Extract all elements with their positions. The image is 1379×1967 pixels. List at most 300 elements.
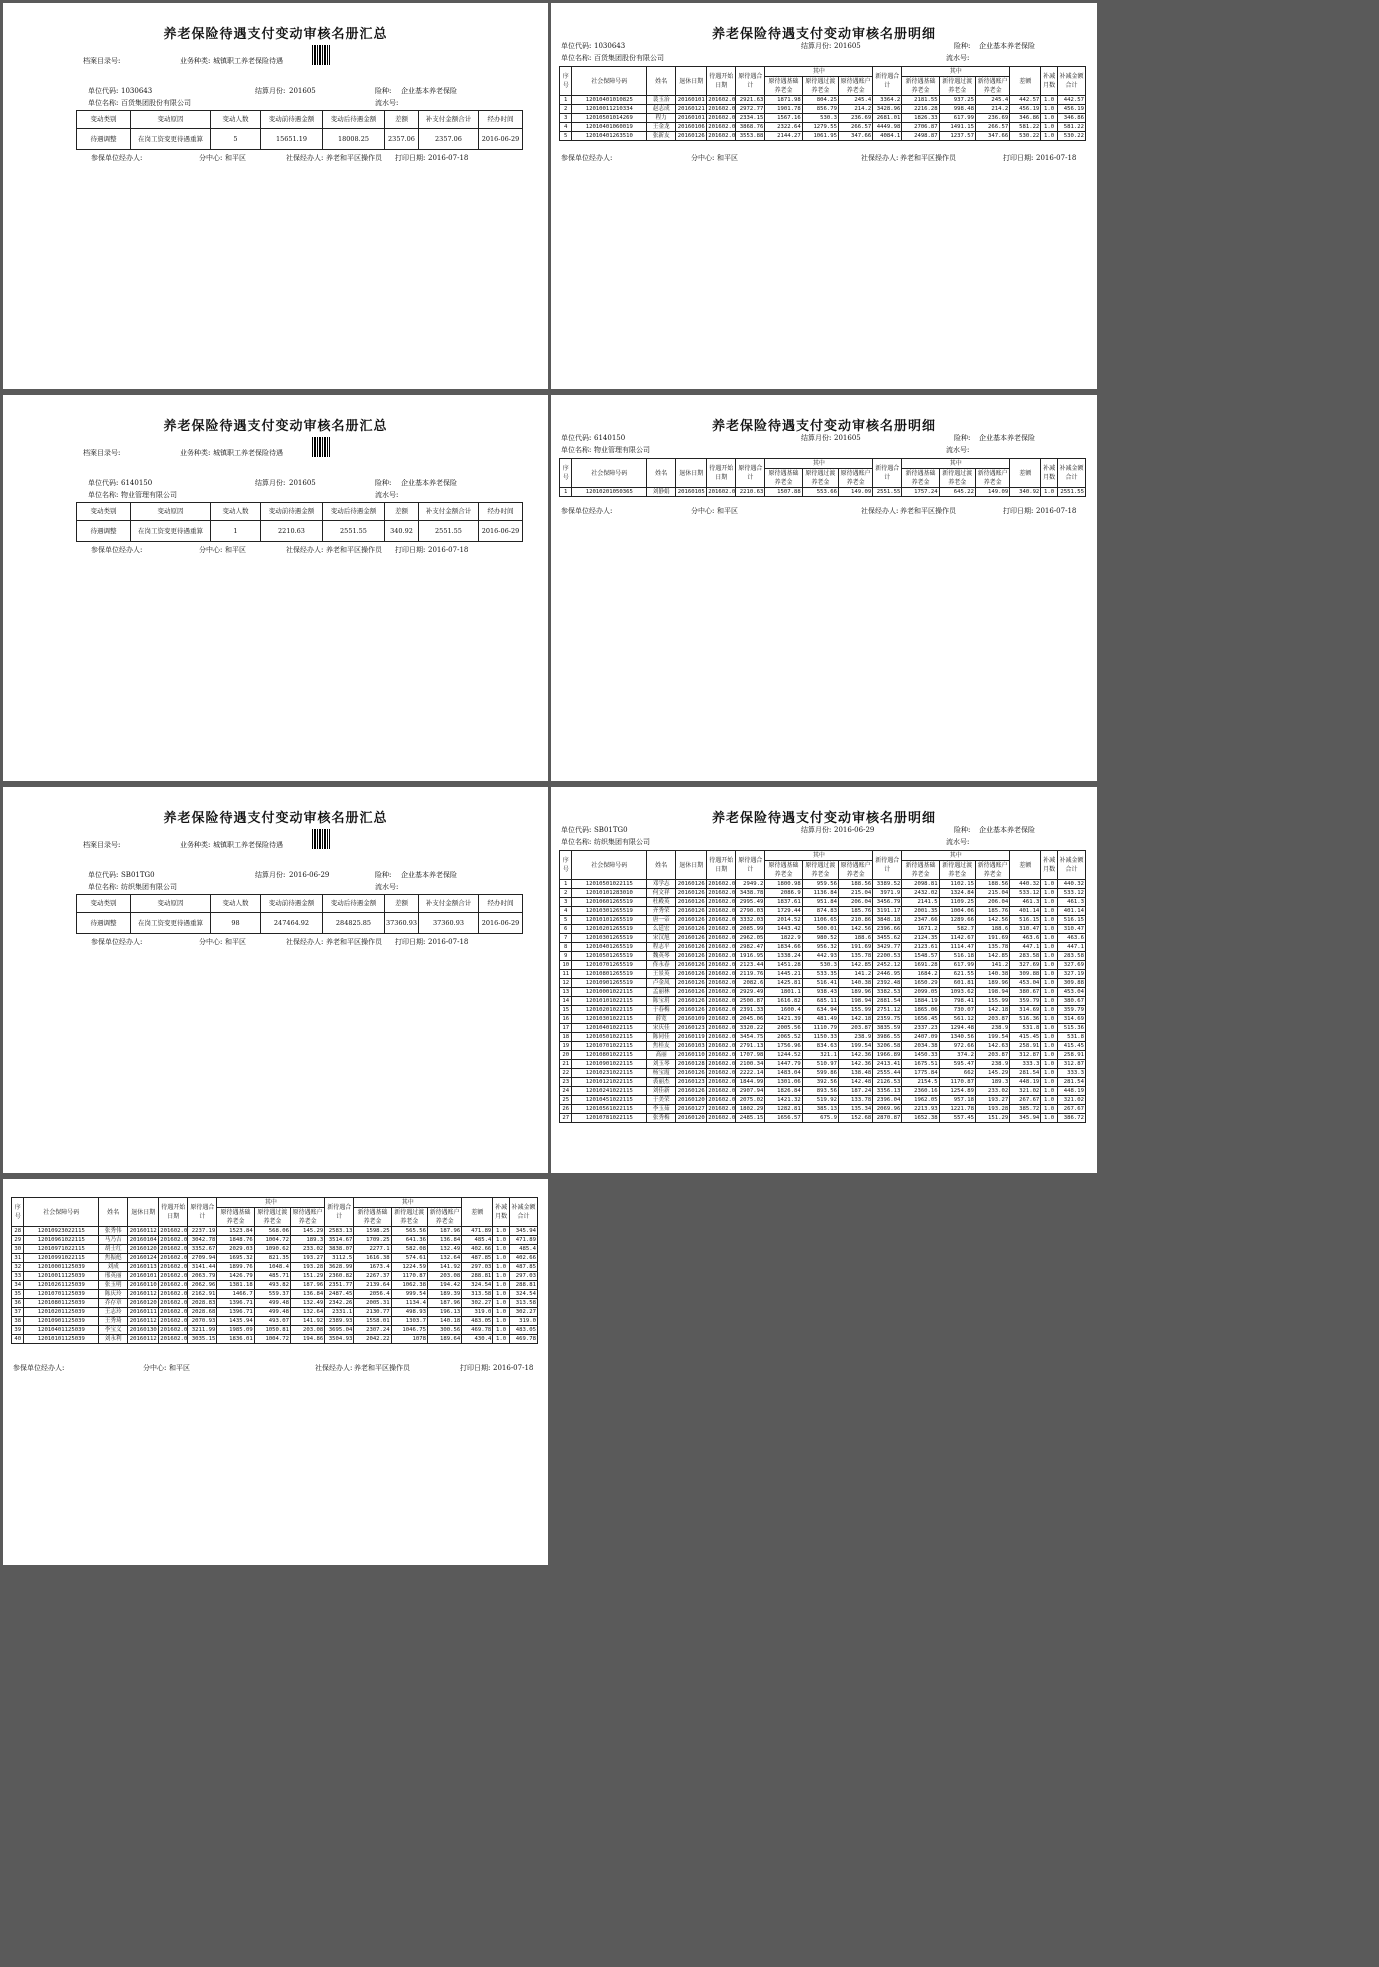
table-cell: 346.86 bbox=[1010, 114, 1041, 123]
table-cell: 2452.12 bbox=[873, 961, 902, 970]
table-cell: 1.0 bbox=[1041, 979, 1058, 988]
table-cell: 1340.56 bbox=[939, 1033, 975, 1042]
table-cell: 201602.0 bbox=[708, 1106, 736, 1112]
table-cell: 189.96 bbox=[975, 979, 1009, 988]
table-cell: 1224.59 bbox=[391, 1263, 427, 1272]
table-cell: 20160126 bbox=[676, 952, 707, 961]
table-cell: 1396.71 bbox=[217, 1299, 254, 1308]
table-cell: 972.66 bbox=[939, 1042, 975, 1051]
table-cell: 297.03 bbox=[462, 1263, 493, 1272]
table-cell: 3332.03 bbox=[736, 916, 765, 925]
table-cell: 王志玲 bbox=[99, 1308, 128, 1317]
table-cell: 149.09 bbox=[975, 488, 1009, 497]
detail-subheader-new: 新待遇过渡养老金 bbox=[391, 1208, 427, 1227]
table-cell: 453.04 bbox=[1010, 979, 1041, 988]
table-cell: 1.0 bbox=[1041, 1033, 1058, 1042]
table-cell: 193.27 bbox=[291, 1254, 325, 1263]
barcode-icon bbox=[312, 829, 330, 849]
detail-subheader-new: 新待遇过渡养老金 bbox=[939, 861, 975, 880]
table-cell: 300.56 bbox=[427, 1326, 461, 1335]
table-cell: 201602.0 bbox=[160, 1291, 188, 1297]
table-cell: 34 bbox=[12, 1281, 24, 1290]
table-cell: 1.0 bbox=[1041, 1060, 1058, 1069]
table-row bbox=[560, 488, 1086, 497]
table-cell: 于春梅 bbox=[647, 1006, 676, 1015]
detail-subheader-old: 原待遇账户养老金 bbox=[291, 1208, 325, 1227]
detail-header-months: 补减月数 bbox=[1041, 459, 1058, 488]
table-cell: 3428.96 bbox=[873, 105, 902, 114]
table-cell: 132.49 bbox=[427, 1245, 461, 1254]
unit-code-label: 单位代码: bbox=[88, 871, 119, 879]
detail-subheader-new: 新待遇账户养老金 bbox=[975, 469, 1009, 488]
table-cell: 662 bbox=[939, 1069, 975, 1078]
table-cell: 3320.22 bbox=[736, 1024, 765, 1033]
table-cell: 188.56 bbox=[975, 880, 1009, 889]
table-cell: 142.36 bbox=[839, 1051, 873, 1060]
unit-name-value: 物业管理有限公司 bbox=[121, 491, 177, 499]
unit-code-value: 6140150 bbox=[121, 479, 153, 487]
table-row bbox=[560, 1051, 1086, 1060]
detail-header-diff: 差额 bbox=[462, 1198, 493, 1227]
unit-name-label: 单位名称: bbox=[561, 54, 592, 62]
table-cell: 442.57 bbox=[1057, 96, 1085, 105]
table-cell: 1109.25 bbox=[939, 898, 975, 907]
table-cell: 1421.32 bbox=[765, 1096, 802, 1105]
table-cell: 35 bbox=[12, 1290, 24, 1299]
table-cell: 461.3 bbox=[1010, 898, 1041, 907]
table-cell: 赵志成 bbox=[647, 105, 676, 114]
table-cell: 何文祥 bbox=[647, 889, 676, 898]
table-cell: 1695.32 bbox=[217, 1254, 254, 1263]
table-cell: 1050.81 bbox=[254, 1326, 290, 1335]
table-cell: 1.0 bbox=[493, 1326, 510, 1335]
table-cell: 132.49 bbox=[291, 1299, 325, 1308]
table-cell: 20160126 bbox=[676, 925, 707, 934]
barcode-icon bbox=[312, 45, 330, 65]
table-cell: 1.0 bbox=[1041, 970, 1058, 979]
table-cell: 319.0 bbox=[509, 1317, 537, 1326]
summary-header-cell: 变动原因 bbox=[131, 895, 211, 913]
table-cell: 530.22 bbox=[1057, 132, 1085, 141]
table-cell: 2972.77 bbox=[736, 105, 765, 114]
table-cell: 1616.82 bbox=[765, 997, 802, 1006]
detail-header-months: 补减月数 bbox=[1041, 851, 1058, 880]
table-cell: 938.43 bbox=[802, 988, 838, 997]
summary-header-cell: 差额 bbox=[385, 111, 419, 129]
table-cell: 314.69 bbox=[1057, 1015, 1085, 1024]
table-cell: 155.99 bbox=[839, 1006, 873, 1015]
detail-subheader-new: 新待遇账户养老金 bbox=[975, 861, 1009, 880]
detail-subheader-old: 原待遇基础养老金 bbox=[765, 469, 802, 488]
detail-header-new-total: 新待遇合计 bbox=[325, 1198, 354, 1227]
summary-cell: 18008.25 bbox=[323, 129, 385, 150]
table-cell: 31 bbox=[12, 1254, 24, 1263]
table-cell: 440.32 bbox=[1057, 880, 1085, 889]
summary-cell: 2551.55 bbox=[419, 521, 479, 542]
table-cell: 302.27 bbox=[462, 1299, 493, 1308]
table-cell: 201602.0 bbox=[708, 1016, 736, 1022]
table-cell: 3206.58 bbox=[873, 1042, 902, 1051]
table-row bbox=[560, 1087, 1086, 1096]
table-cell: 456.19 bbox=[1010, 105, 1041, 114]
table-cell: 12010501022115 bbox=[572, 880, 647, 889]
table-cell: 1.0 bbox=[1041, 1015, 1058, 1024]
table-cell: 3438.78 bbox=[736, 889, 765, 898]
insurance-label: 险种: bbox=[375, 871, 392, 879]
table-cell: 1848.76 bbox=[217, 1236, 254, 1245]
table-cell: 283.58 bbox=[1057, 952, 1085, 961]
table-cell: 1004.06 bbox=[939, 907, 975, 916]
table-row bbox=[560, 889, 1086, 898]
table-cell: 152.68 bbox=[839, 1114, 873, 1123]
table-cell: 297.03 bbox=[509, 1272, 537, 1281]
settle-value: 201605 bbox=[289, 87, 316, 95]
table-cell: 1289.66 bbox=[939, 916, 975, 925]
detail-header-amount: 补减金额合计 bbox=[1057, 459, 1085, 488]
detail-page-3 bbox=[551, 787, 1097, 1173]
table-cell: 38 bbox=[12, 1317, 24, 1326]
table-row bbox=[560, 907, 1086, 916]
table-cell: 142.48 bbox=[839, 1078, 873, 1087]
table-cell: 1.0 bbox=[493, 1263, 510, 1272]
summary-cell: 2357.06 bbox=[419, 129, 479, 150]
table-cell: 385.72 bbox=[1010, 1105, 1041, 1114]
table-cell: 321.1 bbox=[802, 1051, 838, 1060]
table-cell: 36 bbox=[12, 1299, 24, 1308]
detail-header-diff: 差额 bbox=[1010, 851, 1041, 880]
table-cell: 高丽 bbox=[647, 1051, 676, 1060]
table-cell: 1.0 bbox=[1041, 997, 1058, 1006]
table-cell: 345.94 bbox=[509, 1227, 537, 1236]
table-cell: 440.32 bbox=[1010, 880, 1041, 889]
table-cell: 12010801125039 bbox=[24, 1299, 99, 1308]
table-cell: 1673.4 bbox=[354, 1263, 391, 1272]
table-cell: 1671.2 bbox=[902, 925, 939, 934]
detail-header-retire: 退休日期 bbox=[128, 1198, 159, 1227]
table-cell: 267.67 bbox=[1010, 1096, 1041, 1105]
table-cell: 2069.96 bbox=[873, 1105, 902, 1114]
summary-cell: 37360.93 bbox=[419, 913, 479, 934]
detail-header-name: 姓名 bbox=[99, 1198, 128, 1227]
detail-header-seq: 序号 bbox=[560, 67, 572, 96]
table-row bbox=[560, 898, 1086, 907]
table-cell: 1802.29 bbox=[736, 1105, 765, 1114]
table-cell: 12010901125039 bbox=[24, 1317, 99, 1326]
table-cell: 20160130 bbox=[128, 1326, 159, 1335]
table-cell: 980.52 bbox=[802, 934, 838, 943]
table-cell: 321.02 bbox=[1057, 1096, 1085, 1105]
table-cell: 1844.99 bbox=[736, 1078, 765, 1087]
detail-header-among: 其中 bbox=[765, 67, 873, 77]
center-value: 和平区 bbox=[169, 1364, 190, 1372]
table-row bbox=[560, 934, 1086, 943]
table-cell: 346.86 bbox=[1057, 114, 1085, 123]
table-cell: 201602.0 bbox=[708, 944, 736, 950]
table-cell: 8 bbox=[560, 943, 572, 952]
detail-header-old_total: 原待遇合计 bbox=[736, 851, 765, 880]
table-cell: 3456.79 bbox=[873, 898, 902, 907]
table-cell: 32 bbox=[12, 1263, 24, 1272]
table-cell: 201602.0 bbox=[708, 1088, 736, 1094]
settle-label: 结算月份: bbox=[801, 42, 832, 50]
table-cell: 1.0 bbox=[493, 1254, 510, 1263]
summary-header-cell: 补支付金额合计 bbox=[419, 895, 479, 913]
table-cell: 齐秀荣 bbox=[647, 907, 676, 916]
summary-page-2 bbox=[3, 395, 548, 781]
social-agent-label: 社保经办人: bbox=[315, 1364, 353, 1372]
print-date-label: 打印日期: bbox=[395, 938, 426, 946]
table-cell: 马乃吉 bbox=[99, 1236, 128, 1245]
detail-header-seq: 序号 bbox=[12, 1198, 24, 1227]
table-cell: 998.48 bbox=[939, 105, 975, 114]
table-cell: 319.0 bbox=[462, 1308, 493, 1317]
table-cell: 463.6 bbox=[1057, 934, 1085, 943]
table-cell: 238.9 bbox=[839, 1033, 873, 1042]
table-cell: 937.25 bbox=[939, 96, 975, 105]
table-cell: 2123.61 bbox=[902, 943, 939, 952]
detail-header-old_total: 原待遇合计 bbox=[188, 1198, 217, 1227]
table-cell: 136.84 bbox=[291, 1290, 325, 1299]
table-cell: 201602.0 bbox=[708, 1061, 736, 1067]
table-cell: 1466.7 bbox=[217, 1290, 254, 1299]
table-cell: 3628.99 bbox=[325, 1263, 354, 1272]
summary-row bbox=[77, 129, 523, 150]
social-agent-value: 养老和平区操作员 bbox=[326, 546, 382, 554]
table-row bbox=[560, 970, 1086, 979]
table-cell: 5 bbox=[560, 132, 572, 141]
settle-value: 201605 bbox=[289, 479, 316, 487]
table-cell: 1062.38 bbox=[391, 1281, 427, 1290]
table-cell: 347.66 bbox=[839, 132, 873, 141]
table-cell: 1.0 bbox=[1041, 880, 1058, 889]
table-cell: 2005.31 bbox=[354, 1299, 391, 1308]
table-cell: 201602.0 bbox=[160, 1327, 188, 1333]
table-cell: 1061.95 bbox=[802, 132, 838, 141]
table-cell: 1048.4 bbox=[254, 1263, 290, 1272]
table-cell: 516.41 bbox=[802, 979, 838, 988]
table-cell: 12010001022115 bbox=[572, 988, 647, 997]
table-cell: 487.85 bbox=[462, 1254, 493, 1263]
summary-page-3 bbox=[3, 787, 548, 1173]
table-cell: 187.96 bbox=[291, 1281, 325, 1290]
table-cell: 张秀伟 bbox=[99, 1227, 128, 1236]
settle-label: 结算月份: bbox=[255, 479, 286, 487]
table-cell: 321.02 bbox=[1010, 1087, 1041, 1096]
table-cell: 530.3 bbox=[802, 114, 838, 123]
detail-subheader-old: 原待遇基础养老金 bbox=[765, 861, 802, 880]
summary-header-cell: 变动前待遇金额 bbox=[261, 895, 323, 913]
detail-header-among: 其中 bbox=[765, 851, 873, 861]
table-cell: 1004.72 bbox=[254, 1236, 290, 1245]
table-cell: 2337.23 bbox=[902, 1024, 939, 1033]
summary-cell: 247464.92 bbox=[261, 913, 323, 934]
table-cell: 2331.1 bbox=[325, 1308, 354, 1317]
table-cell: 2360.16 bbox=[902, 1087, 939, 1096]
table-cell: 142.18 bbox=[975, 1006, 1009, 1015]
barcode-icon bbox=[312, 437, 330, 457]
table-cell: 20160126 bbox=[676, 934, 707, 943]
table-cell: 135.34 bbox=[839, 1105, 873, 1114]
table-cell: 刘成 bbox=[99, 1263, 128, 1272]
table-cell: 2098.81 bbox=[902, 880, 939, 889]
summary-header-cell: 经办时间 bbox=[479, 111, 523, 129]
table-cell: 12010701125039 bbox=[24, 1290, 99, 1299]
table-cell: 1656.45 bbox=[902, 1015, 939, 1024]
table-cell: 12010301265519 bbox=[572, 934, 647, 943]
detail-title: 养老保险待遇支付变动审核名册明细 bbox=[711, 419, 936, 434]
table-cell: 469.78 bbox=[462, 1326, 493, 1335]
biztype-value: 城镇职工养老保险待遇 bbox=[213, 449, 283, 457]
table-cell: 1 bbox=[560, 488, 572, 497]
table-cell: 187.24 bbox=[839, 1087, 873, 1096]
table-cell: 582.08 bbox=[391, 1245, 427, 1254]
table-cell: 1294.48 bbox=[939, 1024, 975, 1033]
table-cell: 1757.24 bbox=[902, 488, 939, 497]
serial-label: 流水号: bbox=[946, 54, 970, 62]
table-cell: 2 bbox=[560, 105, 572, 114]
summary-title: 养老保险待遇支付变动审核名册汇总 bbox=[163, 811, 388, 826]
table-cell: 20160120 bbox=[128, 1299, 159, 1308]
summary-cell: 2016-06-29 bbox=[479, 913, 523, 934]
table-cell: 2099.05 bbox=[902, 988, 939, 997]
table-cell: 卢金凤 bbox=[647, 979, 676, 988]
table-cell: 12010011210334 bbox=[572, 105, 647, 114]
table-cell: 1.0 bbox=[1041, 943, 1058, 952]
table-cell: 1244.52 bbox=[765, 1051, 802, 1060]
summary-cell: 2210.63 bbox=[261, 521, 323, 542]
table-cell: 40 bbox=[12, 1335, 24, 1344]
table-cell: 20160111 bbox=[128, 1308, 159, 1317]
table-cell: 201602.0 bbox=[708, 890, 736, 896]
table-cell: 2075.02 bbox=[736, 1096, 765, 1105]
table-cell: 519.92 bbox=[802, 1096, 838, 1105]
table-cell: 12010101265519 bbox=[572, 916, 647, 925]
table-cell: 142.56 bbox=[975, 916, 1009, 925]
table-cell: 刘永利 bbox=[99, 1335, 128, 1344]
table-row bbox=[12, 1227, 538, 1236]
table-cell: 1004.72 bbox=[254, 1335, 290, 1344]
table-cell: 1834.66 bbox=[765, 943, 802, 952]
summary-cell: 15651.19 bbox=[261, 129, 323, 150]
table-cell: 201602.0 bbox=[160, 1255, 188, 1261]
table-cell: 12010451022115 bbox=[572, 1096, 647, 1105]
unit-name-value: 百货集团股份有限公司 bbox=[594, 54, 664, 62]
table-cell: 2119.76 bbox=[736, 970, 765, 979]
table-cell: 3141.44 bbox=[188, 1263, 217, 1272]
detail-table bbox=[559, 66, 1086, 141]
table-cell: 675.9 bbox=[802, 1114, 838, 1123]
table-cell: 447.1 bbox=[1057, 943, 1085, 952]
print-date-value: 2016-07-18 bbox=[428, 546, 469, 554]
detail-header-start: 待遇开始日期 bbox=[707, 67, 736, 96]
table-cell: 533.35 bbox=[802, 970, 838, 979]
table-cell: 498.93 bbox=[391, 1308, 427, 1317]
table-cell: 焦桂友 bbox=[647, 1042, 676, 1051]
table-cell: 553.66 bbox=[802, 488, 838, 497]
table-cell: 191.69 bbox=[839, 943, 873, 952]
table-cell: 359.79 bbox=[1010, 997, 1041, 1006]
table-cell: 3504.93 bbox=[325, 1335, 354, 1344]
table-cell: 145.29 bbox=[291, 1227, 325, 1236]
detail-subheader-old: 原待遇过渡养老金 bbox=[802, 861, 838, 880]
serial-label: 流水号: bbox=[946, 838, 970, 846]
table-cell: 1.0 bbox=[1041, 961, 1058, 970]
table-cell: 238.9 bbox=[975, 1060, 1009, 1069]
detail-subheader-old: 原待遇基础养老金 bbox=[765, 77, 802, 96]
settle-value: 2016-06-29 bbox=[834, 826, 875, 834]
table-cell: 2396.66 bbox=[873, 925, 902, 934]
table-cell: 2949.2 bbox=[736, 880, 765, 889]
table-cell: 2498.87 bbox=[902, 132, 939, 141]
table-cell: 203.87 bbox=[975, 1015, 1009, 1024]
table-row bbox=[560, 1033, 1086, 1042]
table-cell: 1301.06 bbox=[765, 1078, 802, 1087]
table-cell: 12010781022115 bbox=[572, 1114, 647, 1123]
table-cell: 3695.04 bbox=[325, 1326, 354, 1335]
table-cell: 1.0 bbox=[1041, 1114, 1058, 1123]
table-cell: 20 bbox=[560, 1051, 572, 1060]
table-cell: 2082.6 bbox=[736, 979, 765, 988]
table-cell: 312.87 bbox=[1010, 1051, 1041, 1060]
table-cell: 516.18 bbox=[939, 952, 975, 961]
table-cell: 2045.06 bbox=[736, 1015, 765, 1024]
table-cell: 20160103 bbox=[676, 1042, 707, 1051]
table-cell: 么廷宏 bbox=[647, 925, 676, 934]
table-cell: 16 bbox=[560, 1015, 572, 1024]
table-cell: 2706.87 bbox=[902, 123, 939, 132]
table-cell: 24 bbox=[560, 1087, 572, 1096]
table-cell: 2446.95 bbox=[873, 970, 902, 979]
table-cell: 2144.27 bbox=[765, 132, 802, 141]
unit-name-label: 单位名称: bbox=[561, 446, 592, 454]
table-cell: 201602.0 bbox=[708, 124, 736, 130]
table-cell: 266.57 bbox=[839, 123, 873, 132]
insurance-value: 企业基本养老保险 bbox=[979, 42, 1035, 50]
detail-header-new-total: 新待遇合计 bbox=[873, 851, 902, 880]
table-cell: 1451.28 bbox=[765, 961, 802, 970]
table-cell: 893.56 bbox=[802, 1087, 838, 1096]
table-cell: 2085.99 bbox=[736, 925, 765, 934]
table-cell: 1.0 bbox=[493, 1272, 510, 1281]
summary-header-row bbox=[77, 503, 523, 521]
table-cell: 1.0 bbox=[1041, 889, 1058, 898]
table-cell: 27 bbox=[560, 1114, 572, 1123]
table-cell: 1.0 bbox=[1041, 1078, 1058, 1087]
table-cell: 12010241022115 bbox=[572, 1087, 647, 1096]
unit-name-value: 纺织集团有限公司 bbox=[121, 883, 177, 891]
center-value: 和平区 bbox=[717, 507, 738, 515]
table-cell: 288.81 bbox=[509, 1281, 537, 1290]
biztype-label: 业务种类: bbox=[180, 57, 211, 65]
table-cell: 12010231022115 bbox=[572, 1069, 647, 1078]
table-cell: 3971.9 bbox=[873, 889, 902, 898]
table-cell: 2062.96 bbox=[188, 1281, 217, 1290]
table-cell: 张玉明 bbox=[99, 1281, 128, 1290]
print-date-label: 打印日期: bbox=[1003, 154, 1034, 162]
table-cell: 485.71 bbox=[254, 1272, 290, 1281]
center-label: 分中心: bbox=[691, 507, 715, 515]
table-cell: 568.06 bbox=[254, 1227, 290, 1236]
table-cell: 3868.76 bbox=[736, 123, 765, 132]
table-cell: 634.94 bbox=[802, 1006, 838, 1015]
archive-label: 档案目录号: bbox=[83, 449, 121, 457]
table-cell: 142.63 bbox=[975, 1042, 1009, 1051]
print-date-label: 打印日期: bbox=[1003, 507, 1034, 515]
table-cell: 138.48 bbox=[839, 1069, 873, 1078]
table-row bbox=[12, 1263, 538, 1272]
table-cell: 834.63 bbox=[802, 1042, 838, 1051]
table-cell: 481.49 bbox=[802, 1015, 838, 1024]
